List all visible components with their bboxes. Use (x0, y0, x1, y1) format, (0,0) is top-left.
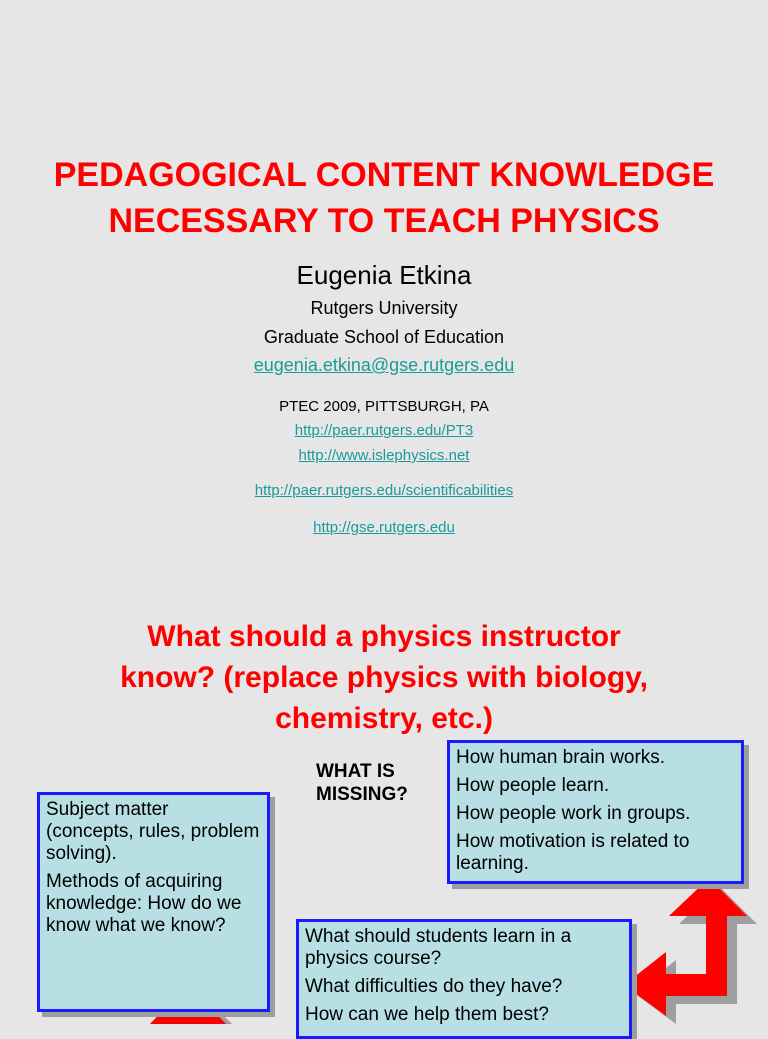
box-right-item: How people learn. (456, 775, 610, 796)
missing-line-2: MISSING? (316, 784, 408, 805)
slide-title-line-2: know? (replace physics with biology, (120, 661, 648, 694)
university: Rutgers University (310, 298, 458, 318)
link-gse[interactable]: http://gse.rutgers.edu (313, 519, 455, 536)
missing-line-1: WHAT IS (316, 761, 395, 782)
box-subject-matter (37, 792, 270, 1012)
presentation-title (0, 152, 768, 244)
box-right-item: How motivation is related to learning. (456, 831, 690, 874)
link-pt3[interactable]: http://paer.rutgers.edu/PT3 (294, 422, 474, 439)
title-line-2: NECESSARY TO TEACH PHYSICS (108, 202, 660, 240)
event-line: PTEC 2009, PITTSBURGH, PA (279, 398, 489, 415)
slide-title-line-3: chemistry, etc.) (275, 702, 493, 735)
link-scientificabilities[interactable]: http://paer.rutgers.edu/scientificabilities (254, 482, 514, 499)
box-bottom-item: How can we help them best? (305, 1004, 549, 1025)
title-line-1: PEDAGOGICAL CONTENT KNOWLEDGE (53, 156, 715, 194)
link-islephysics[interactable]: http://www.islephysics.net (298, 447, 470, 464)
box-students (296, 919, 632, 1039)
author-name: Eugenia Etkina (296, 260, 472, 290)
slide-title-line-1: What should a physics instructor (147, 620, 621, 653)
email-link[interactable]: eugenia.etkina@gse.rutgers.edu (253, 355, 515, 375)
content-slide (0, 580, 768, 1024)
box-bottom-item: What difficulties do they have? (305, 976, 563, 997)
box-bottom-item: What should students learn in a physics course? (305, 926, 572, 969)
box-right-item: How human brain works. (456, 747, 666, 768)
box-right-item: How people work in groups. (456, 803, 691, 824)
box-left-item: Subject matter (concepts, rules, problem solving). (46, 799, 260, 864)
box-left-item: Methods of acquiring knowledge: How do we know what we know? (46, 871, 242, 936)
box-human-learning (447, 740, 744, 884)
school: Graduate School of Education (263, 327, 505, 347)
